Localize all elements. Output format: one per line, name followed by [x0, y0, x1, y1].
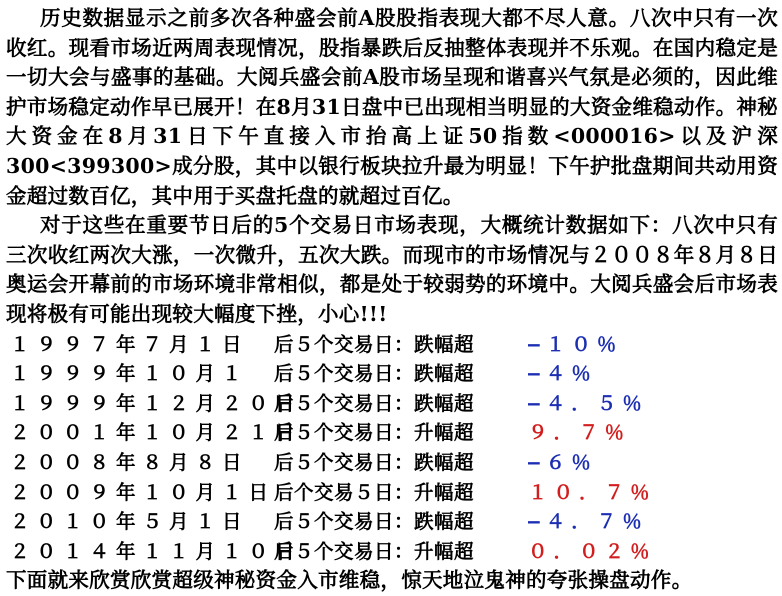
paragraph-statistics: 对于这些在重要节日后的5个交易日市场表现，大概统计数据如下：八次中只有三次收红两次大涨，一次微升，五次大跌。而现市的市场情况与２００８年８月８日奥运会开幕前的市场环境非常相似，都是处于较弱势的环境中。大阅兵盛会后市场表现将极有可能出现较大幅度下挫，小心!!! — [6, 213, 778, 326]
stats-row — [6, 478, 778, 508]
stats-description: 后５个交易日：跌幅超 — [274, 362, 475, 386]
stats-date: １９９９年１２月２０日 — [10, 391, 302, 415]
stats-description: 后５个交易日：升幅超 — [274, 421, 475, 445]
stats-list — [6, 330, 778, 567]
stats-row — [6, 537, 778, 567]
stats-description: 后５个交易日：跌幅超 — [274, 450, 475, 474]
stats-date: ２００９年１０月１日 — [10, 480, 276, 504]
stats-row — [6, 507, 778, 537]
stats-row — [6, 418, 778, 448]
paragraph-history: 历史数据显示之前多次各种盛会前A股股指表现大都不尽人意。八次中只有一次收红。现看市场近两周表现情况，股指暴跌后反抽整体表现并不乐观。在国内稳定是一切大会与盛事的基础。大阅兵盛会前A股市场呈现和谐喜兴气氛是必须的，因此维护市场稳定动作早已展开！在8月31日盘中已出现相当明显的大资金维稳动作。神秘大资金在8月31日下午直接入市抬高上证50指数<000016>以及沪深300<399300>成分股，其中以银行板块拉升最为明显！下午护批盘期间共动用资金超过数百亿，其中用于买盘托盘的就超过百亿。 — [6, 6, 778, 208]
stats-change-value: —６％ — [528, 450, 597, 474]
stats-change-value: ９．７％ — [528, 421, 631, 445]
stats-date: １９９９年１０月１ — [10, 362, 249, 386]
stats-row — [6, 389, 778, 419]
stats-change-value: —１０％ — [528, 332, 623, 356]
stats-date: １９９７年７月１日 — [10, 332, 249, 356]
stats-change-value: —４．５％ — [528, 391, 648, 415]
stats-row — [6, 330, 778, 360]
stats-date: ２００１年１０月２１日 — [10, 421, 302, 445]
stats-date: ２０１０年５月１日 — [10, 510, 249, 534]
stats-change-value: —４．７％ — [528, 510, 648, 534]
stats-change-value: ０．０２％ — [528, 539, 656, 563]
closing-line: 下面就来欣赏欣赏超级神秘资金入市维稳，惊天地泣鬼神的夸张操盘动作。 — [6, 568, 693, 593]
stats-description: 后５个交易日：升幅超 — [274, 539, 475, 563]
stats-change-value: —４％ — [528, 362, 597, 386]
stats-description: 后５个交易日：跌幅超 — [274, 510, 475, 534]
stats-row — [6, 359, 778, 389]
stats-date: ２０１４年１１月１０日 — [10, 539, 302, 563]
stats-date: ２００８年８月８日 — [10, 450, 249, 474]
article-body — [6, 4, 778, 596]
stats-description: 后个交易５日：升幅超 — [274, 480, 475, 504]
stats-change-value: １０．７％ — [528, 480, 656, 504]
stats-description: 后５个交易日：跌幅超 — [274, 332, 475, 356]
stats-row — [6, 448, 778, 478]
stats-description: 后５个交易日：跌幅超 — [274, 391, 475, 415]
